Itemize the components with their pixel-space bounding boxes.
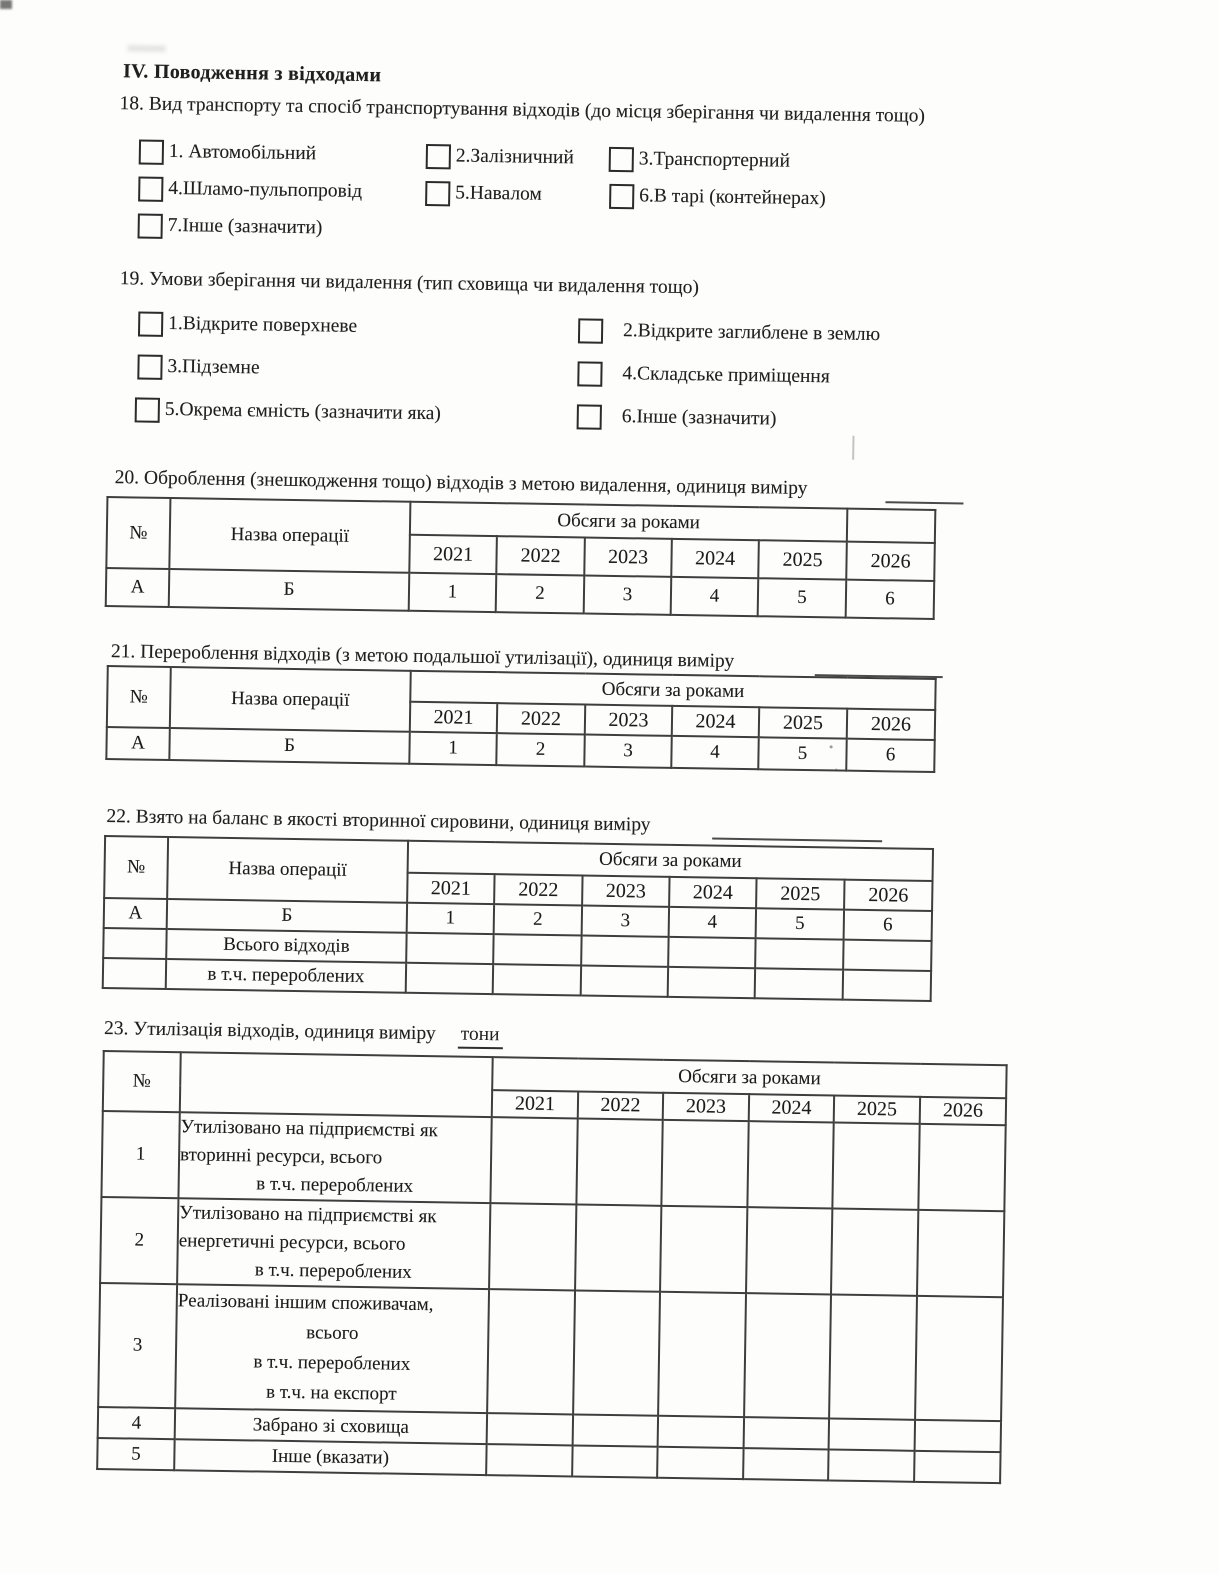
table-q22 [102, 835, 934, 1002]
value-cell[interactable] [576, 1118, 662, 1205]
q21-year-header: 2023 [585, 705, 672, 736]
q22-code-cell: 4 [669, 907, 756, 938]
q21-year-header: 2024 [672, 706, 759, 737]
value-cell[interactable] [406, 933, 493, 964]
q20-col-operation: Назва операції [169, 498, 410, 573]
q23-col-no: № [103, 1051, 181, 1112]
q20-unit-blank[interactable] [885, 499, 963, 504]
q20-code-cell: А [106, 568, 170, 607]
q23-row-no: 5 [97, 1438, 174, 1470]
q23-year-header: 2026 [920, 1097, 1006, 1125]
q21-code-cell: А [106, 727, 169, 760]
q23-row-no: 4 [98, 1407, 175, 1439]
q18-option-3 [609, 146, 791, 175]
value-cell[interactable] [755, 968, 843, 999]
q19-option-5 [135, 396, 441, 427]
value-cell[interactable] [487, 1413, 573, 1445]
table-q23 [96, 1050, 1008, 1484]
q22-unit-blank[interactable] [712, 836, 882, 843]
value-cell[interactable] [406, 963, 493, 994]
q19-option-1-label: 1.Відкрите поверхневе [168, 312, 358, 337]
q18-option-3-checkbox[interactable] [609, 146, 634, 171]
value-cell[interactable] [915, 1420, 1002, 1452]
q23-row-2 [100, 1197, 1004, 1297]
q23-row-no: 1 [101, 1111, 179, 1198]
q18-option-1-label: 1. Автомобільний [168, 140, 317, 165]
q22-year-header: 2023 [582, 876, 669, 907]
value-cell[interactable] [573, 1290, 660, 1415]
q23-row-1 [101, 1111, 1005, 1211]
q19-option-2-label: 2.Відкрите заглиблене в землю [622, 320, 881, 346]
q19-option-5-label: 5.Окрема ємність (зазначити яка) [164, 398, 442, 425]
q22-year-header: 2022 [494, 874, 582, 905]
q21-volumes-header: Обсяги за роками [410, 671, 935, 710]
q18-option-2-label: 2.Залізничний [455, 145, 575, 169]
q23-row-name: Реалізовані іншим споживачам, всього в т.ч. перероблених в т.ч. на експорт [175, 1284, 489, 1413]
q22-code-cell: Б [167, 899, 407, 933]
value-cell[interactable] [575, 1204, 661, 1291]
value-cell[interactable] [829, 1294, 917, 1419]
q19-option-6 [577, 403, 777, 432]
q19-option-1 [138, 310, 357, 339]
q18-option-5 [425, 180, 542, 208]
q18-option-6 [609, 183, 826, 212]
q23-year-header: 2025 [834, 1095, 920, 1123]
q22-row-no-cell [103, 928, 166, 959]
q23-row-name: Забрано зі сховища [175, 1408, 487, 1444]
q18-option-4-checkbox[interactable] [138, 176, 163, 201]
value-cell[interactable] [486, 1444, 572, 1476]
value-cell[interactable] [915, 1296, 1003, 1421]
q18-option-4 [138, 175, 362, 205]
q21-code-cell: 5 [758, 737, 846, 770]
q18-option-6-label: 6.В тарі (контейнерах) [639, 185, 826, 210]
q23-year-header: 2021 [492, 1090, 578, 1118]
value-cell[interactable] [660, 1206, 747, 1293]
q20-volumes-header: Обсяги за роками [410, 502, 847, 542]
q21-col-operation: Назва операції [170, 667, 411, 732]
q21-year-header: 2025 [759, 707, 847, 738]
value-cell[interactable] [493, 964, 581, 995]
q21-year-header: 2021 [410, 702, 497, 733]
q18-title: 18. Вид транспорту та спосіб транспортування відходів (до місця зберігання чи видалення тощо) [119, 93, 926, 127]
q19-option-4-label: 4.Складське приміщення [622, 363, 830, 388]
q18-option-6-checkbox[interactable] [609, 183, 634, 208]
value-cell[interactable] [743, 1448, 828, 1480]
q21-code-cell: Б [169, 728, 409, 764]
q22-volumes-header: Обсяги за роками [408, 841, 934, 881]
value-cell[interactable] [917, 1210, 1004, 1297]
table-q21 [105, 665, 936, 773]
q18-option-7-checkbox[interactable] [138, 213, 163, 238]
section-heading: IV. Поводження з відходами [122, 60, 382, 87]
q18-option-2-checkbox[interactable] [426, 143, 451, 168]
q23-year-header: 2024 [749, 1094, 834, 1122]
q18-option-3-label: 3.Транспортерний [638, 148, 791, 172]
value-cell[interactable] [828, 1449, 914, 1481]
q19-option-5-checkbox[interactable] [135, 397, 160, 422]
value-cell[interactable] [487, 1289, 575, 1414]
q21-title: 21. Перероблення відходів (з метою подальшої утилізації), одиниця виміру [110, 641, 735, 672]
q20-year-header: 2021 [409, 535, 497, 574]
q22-code-cell: 1 [407, 903, 494, 934]
q18-option-5-label: 5.Навалом [455, 182, 543, 205]
q19-option-2-checkbox[interactable] [578, 318, 603, 343]
q19-option-4-checkbox[interactable] [577, 361, 602, 386]
q23-year-header: 2022 [578, 1091, 663, 1119]
q23-row-name: Інше (вказати) [174, 1439, 486, 1475]
q19-option-1-checkbox[interactable] [138, 311, 163, 336]
q22-year-header: 2021 [407, 873, 494, 904]
value-cell[interactable] [831, 1208, 918, 1295]
q20-year-header: 2023 [584, 538, 672, 577]
value-cell[interactable] [843, 970, 932, 1001]
q20-year-header: 2022 [496, 536, 585, 575]
q20-title: 20. Оброблення (знешкодження тощо) відходів з метою видалення, одиниця виміру [114, 467, 808, 500]
q20-col-no: № [106, 497, 170, 569]
value-cell[interactable] [668, 967, 755, 998]
q18-option-1 [139, 138, 317, 167]
q22-code-cell: 3 [582, 906, 669, 937]
q19-option-3-checkbox[interactable] [137, 354, 162, 379]
q18-option-1-checkbox[interactable] [139, 139, 164, 164]
q22-col-operation: Назва операції [167, 837, 408, 903]
q22-year-header: 2024 [669, 877, 756, 908]
q23-row-name: Утилізовано на підприємстві як енергетичні ресурси, всього в т.ч. перероблених [177, 1198, 490, 1289]
q23-volumes-header: Обсяги за роками [492, 1057, 1007, 1098]
q22-code-cell: 5 [756, 908, 844, 939]
value-cell[interactable] [661, 1120, 748, 1207]
value-cell[interactable] [657, 1447, 743, 1479]
q20-code-cell: Б [169, 569, 410, 611]
value-cell[interactable] [744, 1293, 831, 1418]
q18-option-7-label: 7.Інше (зазначити) [167, 214, 323, 239]
q20-code-cell: 3 [584, 576, 672, 615]
value-cell[interactable] [832, 1122, 919, 1209]
q19-option-6-checkbox[interactable] [577, 404, 602, 429]
q23-row-no: 2 [100, 1197, 178, 1284]
q18-option-2 [426, 143, 574, 171]
q21-code-cell: 3 [584, 735, 671, 768]
q18-option-7 [138, 212, 323, 241]
q22-row-label: в т.ч. перероблених [166, 959, 406, 993]
q20-code-cell: 6 [846, 580, 935, 619]
q22-code-cell: 2 [494, 904, 582, 935]
q23-name-header-cell [180, 1052, 493, 1117]
value-cell[interactable] [843, 940, 932, 971]
q19-title: 19. Умови зберігання чи видалення (тип сховища чи видалення тощо) [119, 268, 700, 299]
value-cell[interactable] [493, 934, 581, 965]
q20-code-cell: 1 [409, 573, 497, 612]
q19-option-3-label: 3.Підземне [167, 355, 260, 379]
value-cell[interactable] [668, 937, 755, 968]
q21-code-cell: 2 [496, 733, 584, 766]
value-cell[interactable] [581, 966, 668, 997]
value-cell[interactable] [746, 1207, 832, 1294]
q23-unit-value[interactable]: тони [457, 1024, 502, 1050]
q23-title-row [104, 1018, 503, 1049]
q21-year-header: 2026 [847, 709, 936, 740]
value-cell[interactable] [490, 1117, 577, 1204]
q22-row-label: Всього відходів [166, 929, 406, 963]
q22-year-header: 2025 [756, 878, 844, 909]
value-cell[interactable] [581, 936, 668, 967]
value-cell[interactable] [572, 1445, 657, 1477]
q20-year-header: 2024 [671, 539, 759, 578]
q20-year-header: 2025 [758, 540, 847, 579]
q20-code-cell: 4 [671, 577, 759, 616]
q22-year-header: 2026 [844, 880, 933, 911]
value-cell[interactable] [829, 1418, 915, 1450]
q18-option-5-checkbox[interactable] [425, 180, 450, 205]
value-cell[interactable] [658, 1292, 746, 1417]
q20-empty-header-cell [847, 509, 936, 543]
q20-code-cell: 5 [758, 578, 847, 617]
scan-artifact [852, 436, 854, 460]
q23-row-3 [98, 1283, 1003, 1421]
q22-title: 22. Взято на баланс в якості вторинної сировини, одиниця виміру [106, 806, 651, 836]
q19-option-4 [577, 360, 830, 390]
q20-code-cell: 2 [496, 574, 585, 613]
q19-option-2 [578, 317, 880, 348]
value-cell[interactable] [918, 1124, 1005, 1211]
q23-title: 23. Утилізація відходів, одиниця виміру [103, 1018, 436, 1045]
q21-code-cell: 1 [409, 732, 496, 765]
value-cell[interactable] [489, 1203, 576, 1290]
value-cell[interactable] [755, 938, 843, 969]
q21-code-cell: 6 [846, 739, 935, 772]
q18-option-4-label: 4.Шламо-пульпопровід [168, 177, 363, 202]
q19-option-6-label: 6.Інше (зазначити) [621, 406, 777, 430]
q21-col-no: № [107, 666, 171, 728]
q22-row-no-cell [103, 958, 166, 989]
q23-row-name: Утилізовано на підприємстві як вторинні ресурси, всього в т.ч. перероблених [178, 1112, 491, 1203]
value-cell[interactable] [744, 1417, 829, 1449]
q19-option-3 [137, 353, 259, 381]
q23-year-header: 2023 [663, 1093, 749, 1121]
q21-year-header: 2022 [497, 703, 585, 734]
q22-code-cell: А [104, 898, 167, 929]
q23-row-no: 3 [98, 1283, 177, 1408]
value-cell[interactable] [914, 1451, 1001, 1483]
value-cell[interactable] [658, 1416, 744, 1448]
q20-year-header: 2026 [846, 542, 935, 581]
value-cell[interactable] [747, 1121, 833, 1208]
q22-code-cell: 6 [844, 910, 933, 941]
table-q20 [105, 496, 937, 620]
scan-artifact [127, 45, 165, 52]
q22-col-no: № [104, 836, 168, 899]
q21-code-cell: 4 [671, 736, 758, 769]
value-cell[interactable] [573, 1414, 658, 1446]
